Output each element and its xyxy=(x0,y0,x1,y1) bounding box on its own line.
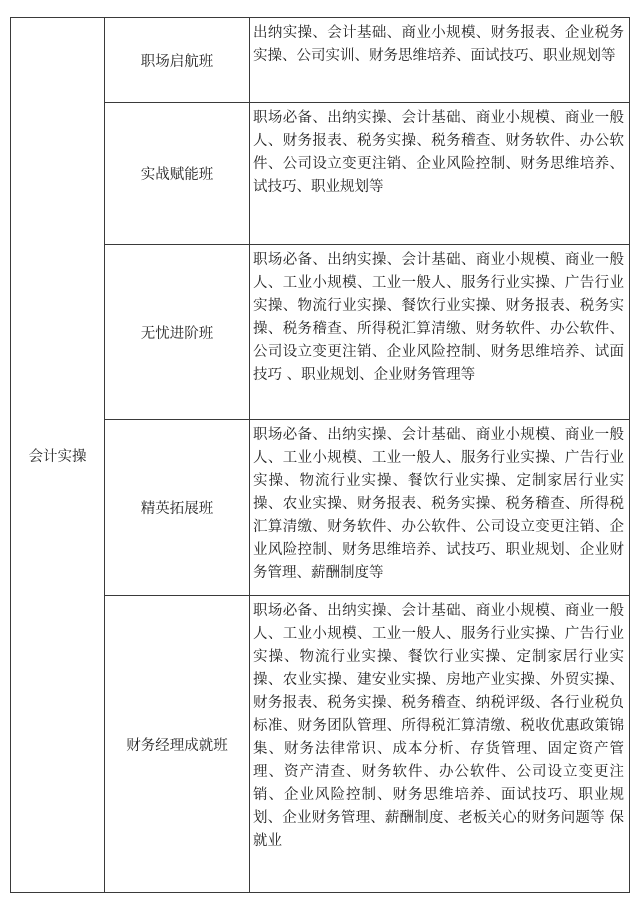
class-content-cell: 出纳实操、会计基础、商业小规模、财务报表、企业税务实操、公司实训、财务思维培养、面试技巧、职业规划等 xyxy=(250,18,630,103)
class-content-cell: 职场必备、出纳实操、会计基础、商业小规模、商业一般人、工业小规模、工业一般人、服务行业实操、广告行业实操、物流行业实操、餐饮行业实操、定制家居行业实操、农业实操、财务报表、税务实操、税务稽查、所得税汇算清缴、财务软件、办公软件、公司设立变更注销、企业风险控制、财务思维培养、试技巧、职业规划、企业财务管理、薪酬制度等 xyxy=(250,420,630,596)
table-row xyxy=(11,18,630,103)
class-name-cell: 实战赋能班 xyxy=(105,103,250,245)
category-cell: 会计实操 xyxy=(11,18,105,893)
class-name-cell: 财务经理成就班 xyxy=(105,596,250,893)
class-name-cell: 职场启航班 xyxy=(105,18,250,103)
class-content-cell: 职场必备、出纳实操、会计基础、商业小规模、商业一般人、财务报表、税务实操、税务稽查、财务软件、办公软件、公司设立变更注销、企业风险控制、财务思维培养、试技巧、职业规划等 xyxy=(250,103,630,245)
class-content-cell: 职场必备、出纳实操、会计基础、商业小规模、商业一般人、工业小规模、工业一般人、服务行业实操、广告行业实操、物流行业实操、餐饮行业实操、定制家居行业实操、农业实操、建安业实操、房地产业实操、外贸实操、财务报表、税务实操、税务稽查、纳税评级、各行业税负标准、财务团队管理、所得税汇算清缴、税收优惠政策锦集、财务法律常识、成本分析、存货管理、固定资产管理、资产清查、财务软件、办公软件、公司设立变更注销、企业风险控制、财务思维培养、面试技巧、职业规划、企业财务管理、薪酬制度、老板关心的财务问题等 保就业 xyxy=(250,596,630,893)
class-name-cell: 精英拓展班 xyxy=(105,420,250,596)
class-content-cell: 职场必备、出纳实操、会计基础、商业小规模、商业一般人、工业小规模、工业一般人、服务行业实操、广告行业实操、物流行业实操、餐饮行业实操、财务报表、税务实操、税务稽查、所得税汇算清缴、财务软件、办公软件、公司设立变更注销、企业风险控制、财务思维培养、试面技巧 、职业规划、企业财务管理等 xyxy=(250,245,630,420)
class-name-cell: 无忧进阶班 xyxy=(105,245,250,420)
course-table xyxy=(10,17,630,893)
